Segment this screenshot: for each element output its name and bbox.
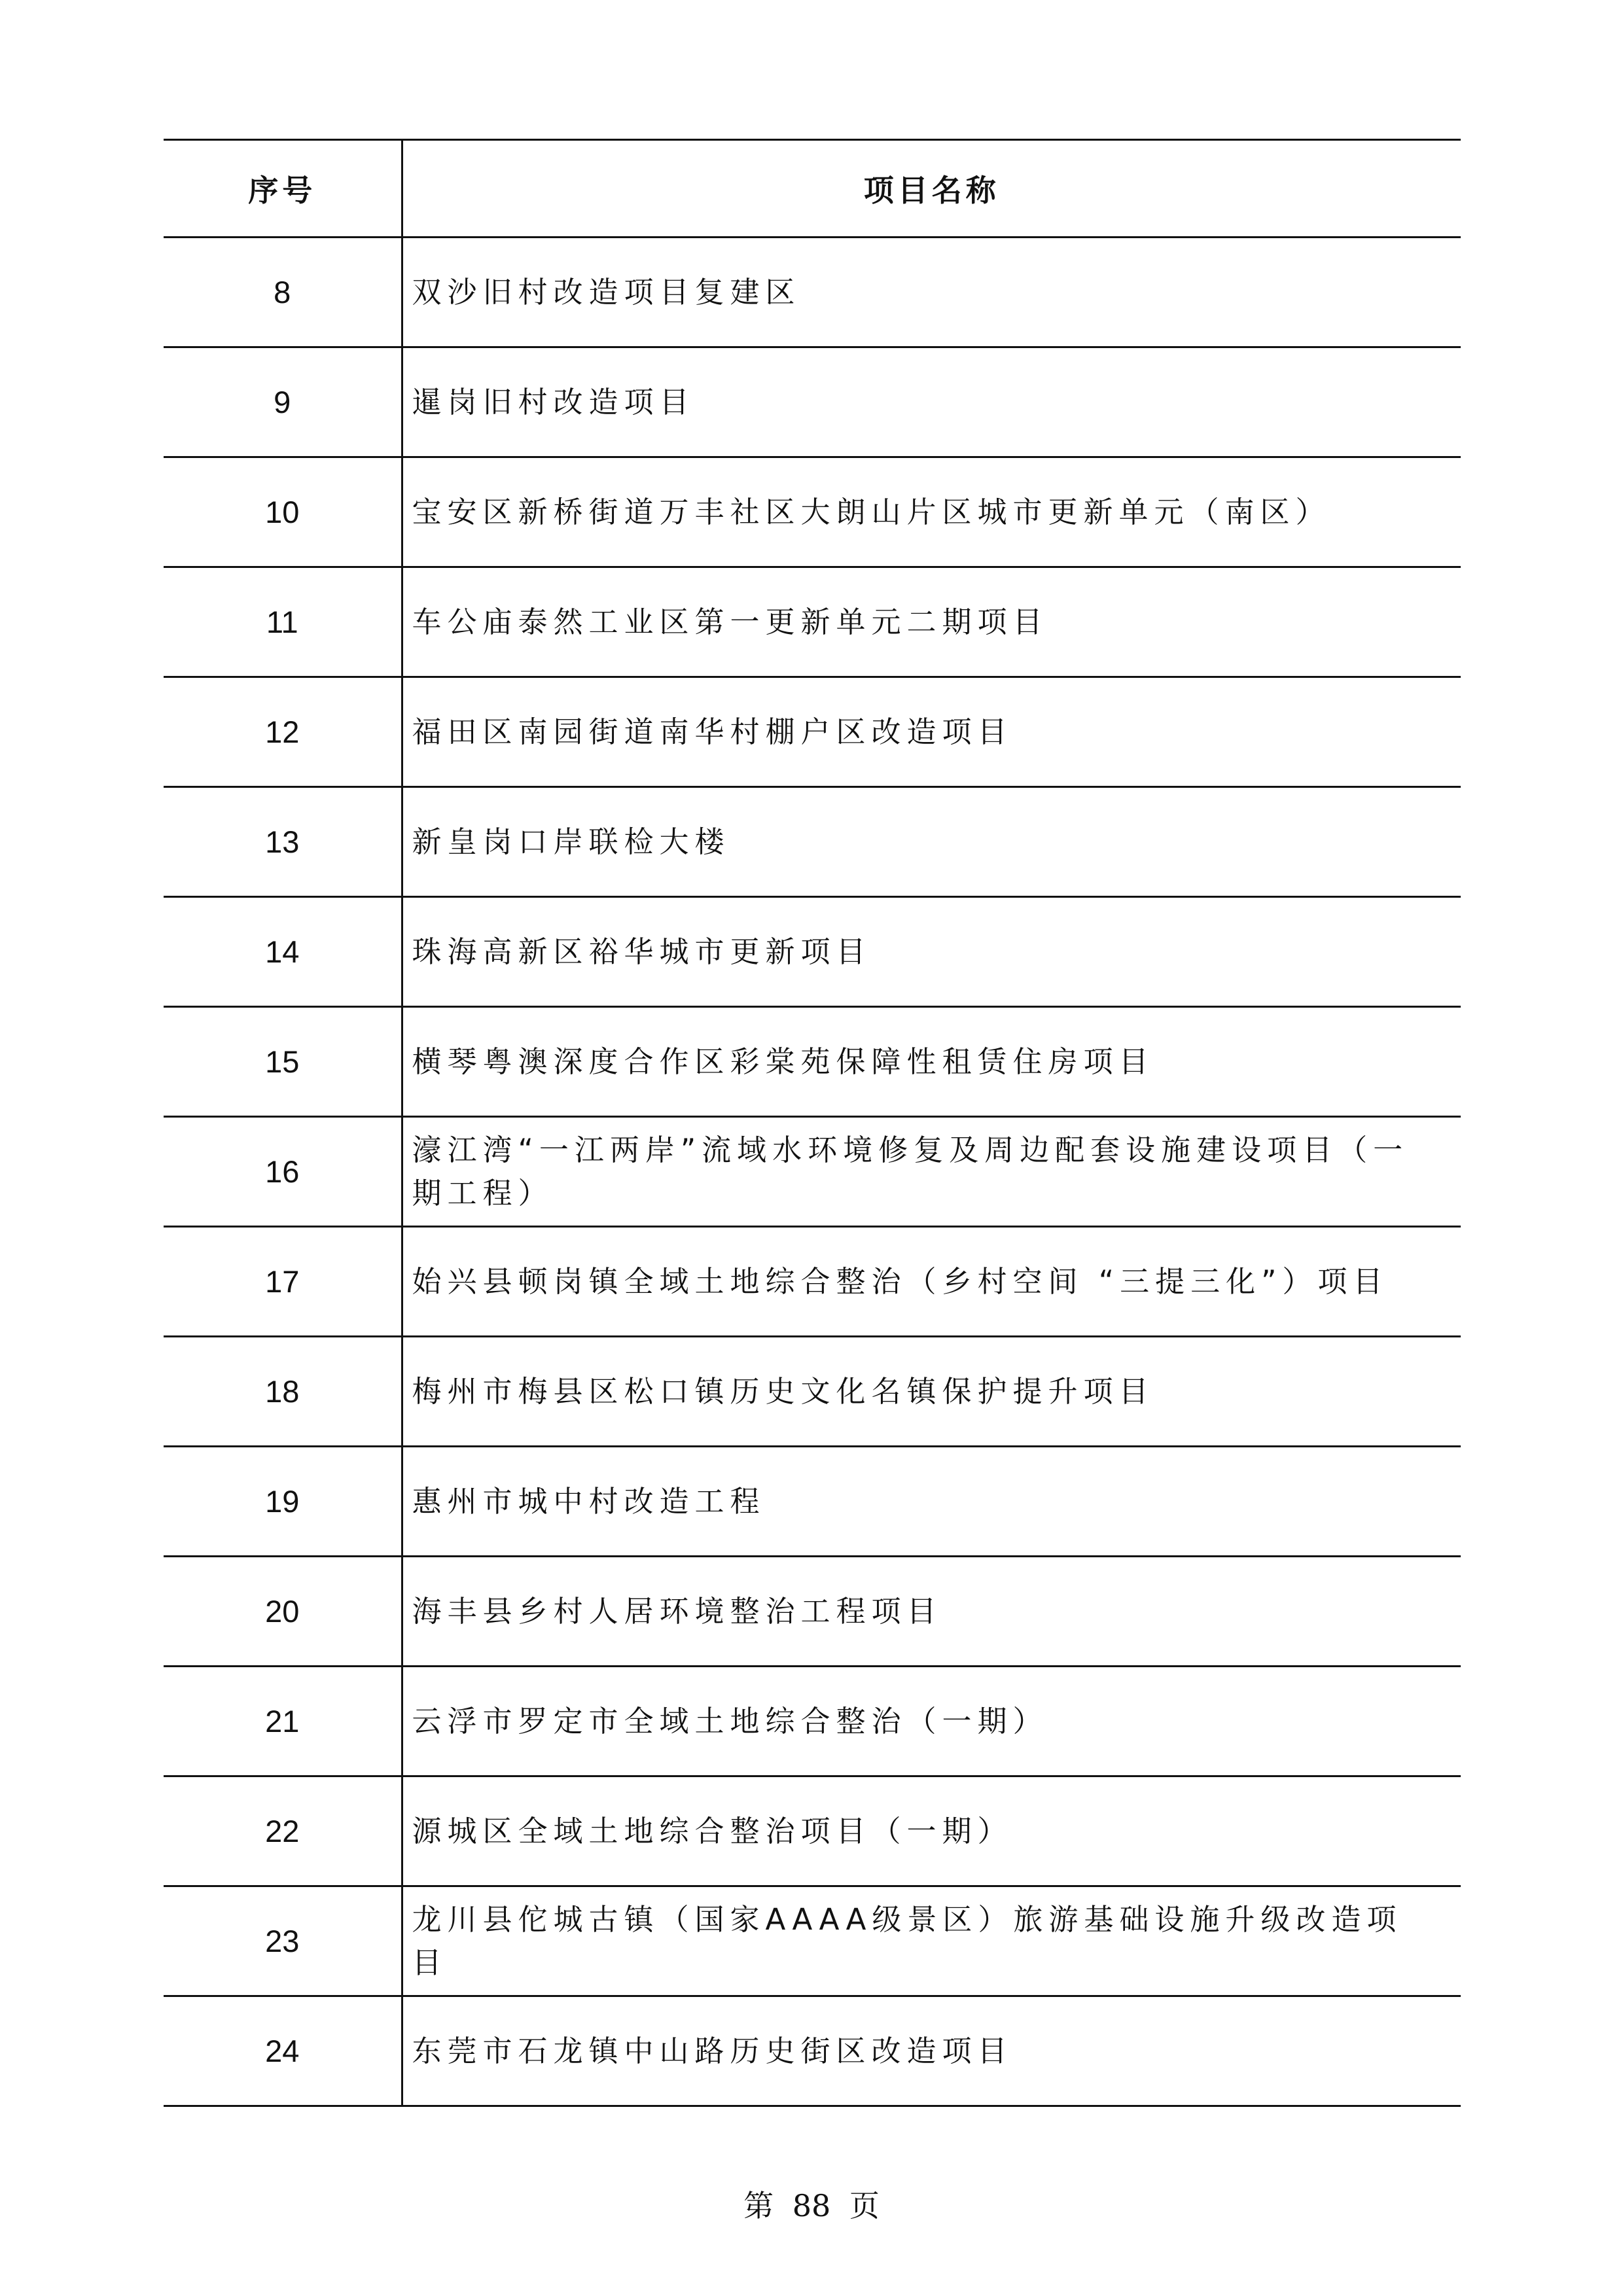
row-number: 12 [164,677,402,787]
row-project-name: 梅州市梅县区松口镇历史文化名镇保护提升项目 [402,1337,1461,1447]
table-row [164,238,1461,347]
row-number: 18 [164,1337,402,1447]
page-number: 第 88 页 [743,2188,880,2223]
row-number: 15 [164,1007,402,1117]
row-number: 24 [164,1996,402,2106]
table-row [164,457,1461,567]
row-number: 22 [164,1776,402,1886]
row-project-name: 源城区全域土地综合整治项目（一期） [402,1776,1461,1886]
row-number: 14 [164,897,402,1007]
table-row [164,787,1461,897]
table-row [164,1117,1461,1227]
row-project-name: 横琴粤澳深度合作区彩棠苑保障性租赁住房项目 [402,1007,1461,1117]
row-project-name: 龙川县佗城古镇（国家AAAA级景区）旅游基础设施升级改造项目 [402,1886,1461,1996]
row-project-name: 宝安区新桥街道万丰社区大朗山片区城市更新单元（南区） [402,457,1461,567]
table-row [164,1337,1461,1447]
row-number: 9 [164,347,402,457]
row-project-name: 福田区南园街道南华村棚户区改造项目 [402,677,1461,787]
project-table [164,139,1461,2107]
row-number: 20 [164,1557,402,1667]
table-row [164,347,1461,457]
row-number: 8 [164,238,402,347]
row-project-name: 双沙旧村改造项目复建区 [402,238,1461,347]
row-number: 13 [164,787,402,897]
row-number: 21 [164,1667,402,1776]
table-row [164,1227,1461,1337]
row-project-name: 始兴县顿岗镇全域土地综合整治（乡村空间 “三提三化”）项目 [402,1227,1461,1337]
table-row [164,897,1461,1007]
table-row [164,1667,1461,1776]
row-project-name: 濠江湾“一江两岸”流域水环境修复及周边配套设施建设项目（一期工程） [402,1117,1461,1227]
table-row [164,567,1461,677]
row-project-name: 海丰县乡村人居环境整治工程项目 [402,1557,1461,1667]
row-project-name: 东莞市石龙镇中山路历史街区改造项目 [402,1996,1461,2106]
header-project-name: 项目名称 [402,140,1461,238]
table-row [164,1996,1461,2106]
header-number: 序号 [164,140,402,238]
table-header-row [164,140,1461,238]
table-row [164,1886,1461,1996]
table-row [164,1776,1461,1886]
row-project-name: 新皇岗口岸联检大楼 [402,787,1461,897]
row-number: 11 [164,567,402,677]
row-project-name: 云浮市罗定市全域土地综合整治（一期） [402,1667,1461,1776]
row-project-name: 车公庙泰然工业区第一更新单元二期项目 [402,567,1461,677]
table-row [164,1557,1461,1667]
table-row [164,677,1461,787]
table-row [164,1447,1461,1557]
row-number: 10 [164,457,402,567]
row-project-name: 暹岗旧村改造项目 [402,347,1461,457]
row-number: 23 [164,1886,402,1996]
row-number: 17 [164,1227,402,1337]
row-number: 19 [164,1447,402,1557]
row-number: 16 [164,1117,402,1227]
row-project-name: 珠海高新区裕华城市更新项目 [402,897,1461,1007]
row-project-name: 惠州市城中村改造工程 [402,1447,1461,1557]
table-row [164,1007,1461,1117]
